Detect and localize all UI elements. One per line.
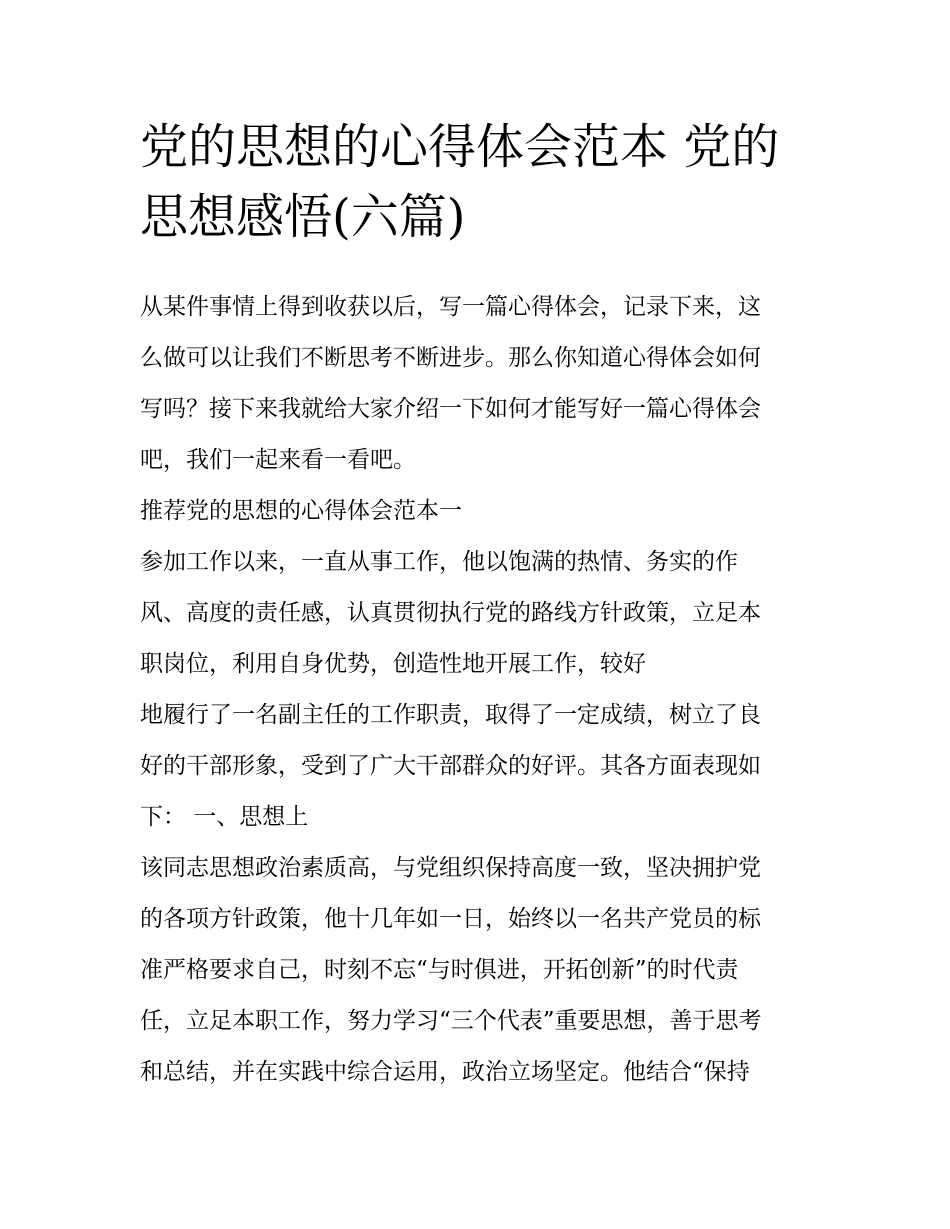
title-line: 党的思想的心得体会范本 党的 <box>140 119 780 175</box>
body-paragraph-line: 和总结，并在实践中综合运用，政治立场坚定。他结合“保持 <box>140 1059 750 1085</box>
body-paragraph-line: 地履行了一名副主任的工作职责，取得了一定成绩，树立了良 <box>140 702 761 728</box>
body-paragraph-line: 准严格要求自己，时刻不忘“与时俱进，开拓创新”的时代责 <box>140 957 739 983</box>
body-paragraph-line: 么做可以让我们不断思考不断进步。那么你知道心得体会如何 <box>140 345 761 371</box>
body-paragraph-line: 写吗？接下来我就给大家介绍一下如何才能写好一篇心得体会 <box>140 396 761 422</box>
body-paragraph-line: 从某件事情上得到收获以后，写一篇心得体会，记录下来，这 <box>140 294 761 320</box>
body-paragraph-line: 好的干部形象，受到了广大干部群众的好评。其各方面表现如 <box>140 753 761 779</box>
document-title <box>140 112 830 252</box>
body-paragraph-line: 该同志思想政治素质高，与党组织保持高度一致，坚决拥护党 <box>140 855 761 881</box>
body-paragraph-line: 下： 一、思想上 <box>140 804 309 830</box>
body-paragraph-line: 风、高度的责任感，认真贯彻执行党的路线方针政策，立足本 <box>140 600 761 626</box>
body-paragraph-line: 参加工作以来，一直从事工作，他以饱满的热情、务实的作 <box>140 549 738 575</box>
section-heading: 推荐党的思想的心得体会范本一 <box>140 498 462 524</box>
document-body <box>140 282 830 1098</box>
body-paragraph-line: 任，立足本职工作，努力学习“三个代表”重要思想，善于思考 <box>140 1008 762 1034</box>
body-paragraph-line: 的各项方针政策，他十几年如一日，始终以一名共产党员的标 <box>140 906 761 932</box>
body-paragraph-line: 职岗位，利用自身优势，创造性地开展工作，较好 <box>140 651 646 677</box>
title-line: 思想感悟(六篇) <box>140 189 466 245</box>
body-paragraph-line: 吧，我们一起来看一看吧。 <box>140 447 416 473</box>
